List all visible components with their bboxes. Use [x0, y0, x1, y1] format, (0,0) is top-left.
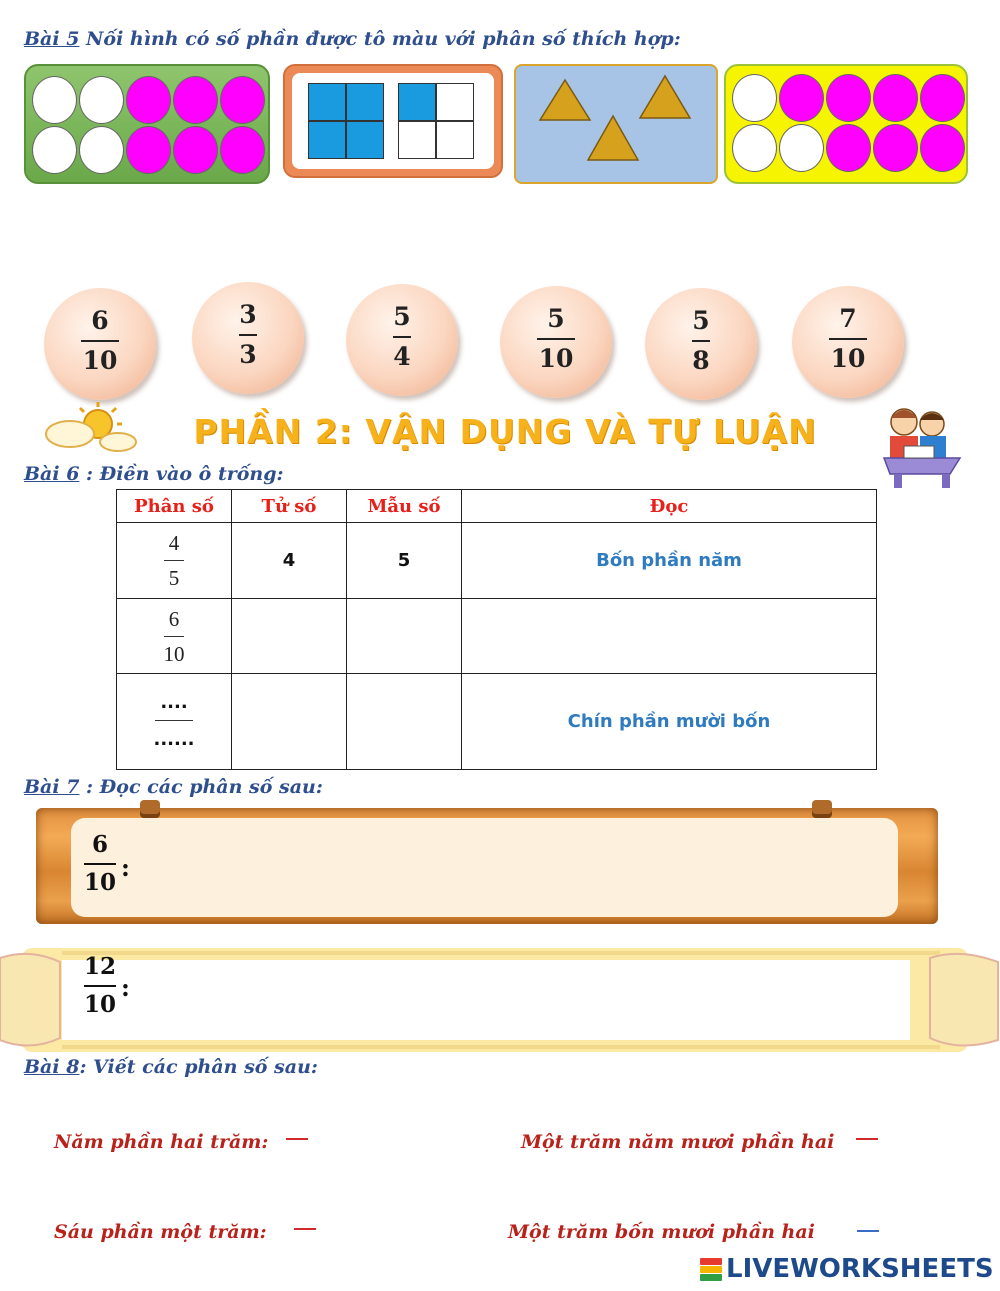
table-row	[117, 599, 877, 674]
cell-mau-so[interactable]	[347, 599, 462, 674]
bai5-label: Bài 5	[24, 28, 80, 50]
bai7-text: : Đọc các phân số sau:	[79, 776, 323, 798]
header-mau-so: Mẫu số	[347, 490, 462, 523]
fraction: 6 10	[82, 306, 118, 375]
cell-fraction[interactable]: .... ......	[117, 674, 232, 770]
footer-brand: LIVEWORKSHEETS	[726, 1254, 994, 1284]
cell-doc[interactable]	[462, 599, 877, 674]
cell-tu-so[interactable]: 4	[232, 523, 347, 599]
bai5-text: Nối hình có số phần được tô màu với phân số thích hợp:	[79, 28, 681, 50]
picture-yellow-ovals[interactable]	[724, 64, 968, 184]
fraction: 5 10	[538, 304, 574, 373]
header-tu-so: Tử số	[232, 490, 347, 523]
cell-doc[interactable]: Bốn phần năm	[462, 523, 877, 599]
bai5-heading	[24, 28, 681, 50]
bai6-text: : Điền vào ô trống:	[79, 463, 284, 485]
fraction: 5 8	[692, 306, 710, 375]
bai8-item-2: Một trăm năm mươi phần hai	[521, 1131, 835, 1153]
liveworksheets-logo-icon	[700, 1258, 722, 1282]
answer-blank[interactable]	[857, 1230, 879, 1232]
bai8-label: Bài 8	[24, 1056, 80, 1078]
bai8-item-4: Một trăm bốn mươi phần hai	[508, 1221, 815, 1243]
header-phan-so: Phân số	[117, 490, 232, 523]
bai7-heading	[24, 776, 323, 798]
table-header-row	[117, 490, 877, 523]
bai8-text: : Viết các phân số sau:	[79, 1056, 318, 1078]
answer-area-2[interactable]	[62, 960, 910, 1040]
picture-green-ovals[interactable]	[24, 64, 270, 184]
fraction-circle-4[interactable]	[500, 286, 612, 398]
cell-mau-so[interactable]	[347, 674, 462, 770]
fraction-circle-6[interactable]	[792, 286, 904, 398]
fraction: 7 10	[830, 304, 866, 373]
bai7-fraction-2: 12 10	[83, 953, 116, 1018]
fraction-circle-5[interactable]	[645, 288, 757, 400]
bai8-item-3: Sáu phần một trăm:	[54, 1221, 267, 1243]
colon: :	[121, 853, 130, 882]
bai6-heading	[24, 463, 284, 485]
fraction: 3 3	[239, 300, 257, 369]
cell-doc: Chín phần mười bốn	[462, 674, 877, 770]
fraction-circle-1[interactable]	[44, 288, 156, 400]
answer-area-1[interactable]	[71, 818, 898, 917]
board-peg	[812, 800, 832, 818]
cell-fraction: $\frac{6}{10}$	[117, 599, 232, 674]
phan2-title: PHẦN 2: VẬN DỤNG VÀ TỰ LUẬN	[193, 412, 817, 451]
fraction: 5 4	[393, 302, 411, 371]
answer-blank[interactable]	[294, 1228, 316, 1230]
answer-blank[interactable]	[856, 1138, 878, 1140]
picture-orange-squares[interactable]	[283, 64, 503, 178]
header-doc: Đọc	[462, 490, 877, 523]
cell-mau-so[interactable]: 5	[347, 523, 462, 599]
picture-blue-triangles[interactable]	[514, 64, 718, 184]
bai8-heading	[24, 1056, 318, 1078]
bai7-fraction-1: 6 10	[83, 831, 116, 896]
table-row	[117, 674, 877, 770]
fraction-table	[116, 489, 877, 770]
cell-tu-so[interactable]	[232, 599, 347, 674]
cell-fraction: $\frac{4}{5}$	[117, 523, 232, 599]
table-row	[117, 523, 877, 599]
fraction-circle-2[interactable]	[192, 282, 304, 394]
bai6-label: Bài 6	[24, 463, 80, 485]
triangles-svg	[516, 66, 716, 182]
cell-tu-so[interactable]	[232, 674, 347, 770]
colon: :	[121, 973, 130, 1002]
board-peg	[140, 800, 160, 818]
bai7-label: Bài 7	[24, 776, 80, 798]
fraction-circle-3[interactable]	[346, 284, 458, 396]
bai8-item-1: Năm phần hai trăm:	[54, 1131, 269, 1153]
answer-blank[interactable]	[286, 1138, 308, 1140]
